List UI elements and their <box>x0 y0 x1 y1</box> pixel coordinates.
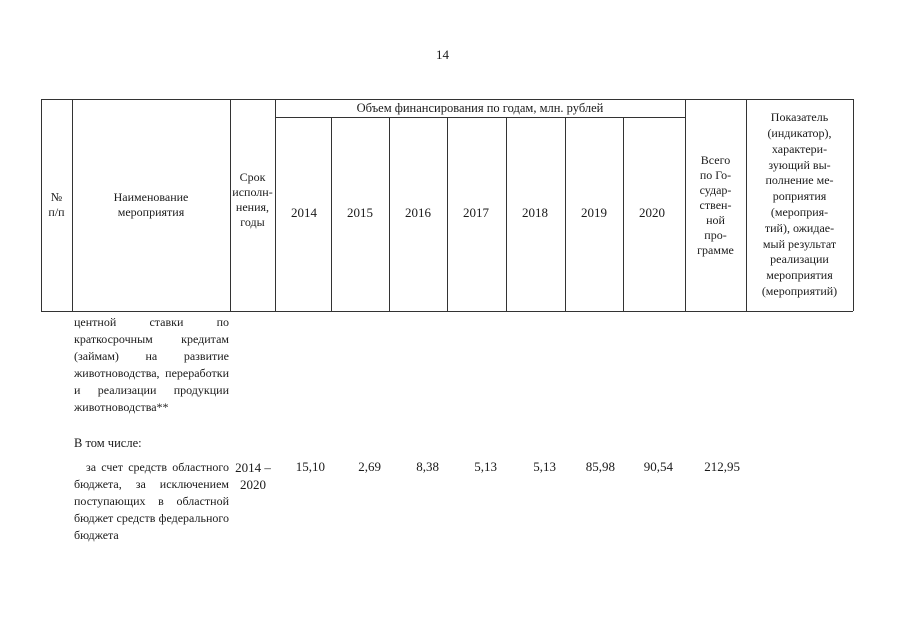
year-2020: 2020 <box>639 205 665 220</box>
year-2017: 2017 <box>463 205 489 220</box>
value-2014: 15,10 <box>295 459 325 474</box>
page-number: 14 <box>436 47 449 62</box>
value-total: 212,95 <box>704 459 740 474</box>
year-2019: 2019 <box>581 205 607 220</box>
table-header-bottom-border <box>41 311 853 312</box>
budget-term: 2014 – 2020 <box>235 460 271 492</box>
col-header-indicator: Показатель (индикатор), характери- зующий вы- полнение ме- роприятия (мероприя- тий), ожидае- мый результат реализации мероприятия (мероприятий) <box>761 110 838 298</box>
grid-line <box>853 99 854 311</box>
value-2016: 8,38 <box>416 459 439 474</box>
value-2020: 90,54 <box>643 459 673 474</box>
year-2016: 2016 <box>405 205 431 220</box>
col-header-funding: Объем финансирования по годам, млн. рублей <box>356 101 604 115</box>
including-label: В том числе: <box>74 436 142 450</box>
value-2019: 85,98 <box>585 459 615 474</box>
col-header-term: Срок исполн- нения, годы <box>232 170 273 229</box>
col-header-total: Всего по Го- судар- ствен- ной про- грамме <box>697 152 734 257</box>
col-header-number: № п/п <box>48 190 65 219</box>
year-2018: 2018 <box>522 205 548 220</box>
value-2017: 5,13 <box>474 459 497 474</box>
budget-description: за счет средств областного бюджета, за исключением поступающих в областной бюджет средств федерального бюджета <box>74 460 229 542</box>
col-header-name: Наименование мероприятия <box>113 190 189 219</box>
value-2015: 2,69 <box>358 459 381 474</box>
year-2014: 2014 <box>291 205 317 220</box>
value-2018: 5,13 <box>533 459 556 474</box>
continuation-text: центной ставки по краткосрочным кредитам (займам) на развитие животноводства, переработки и реализации продукции животноводства** <box>74 315 229 414</box>
year-2015: 2015 <box>347 205 373 220</box>
